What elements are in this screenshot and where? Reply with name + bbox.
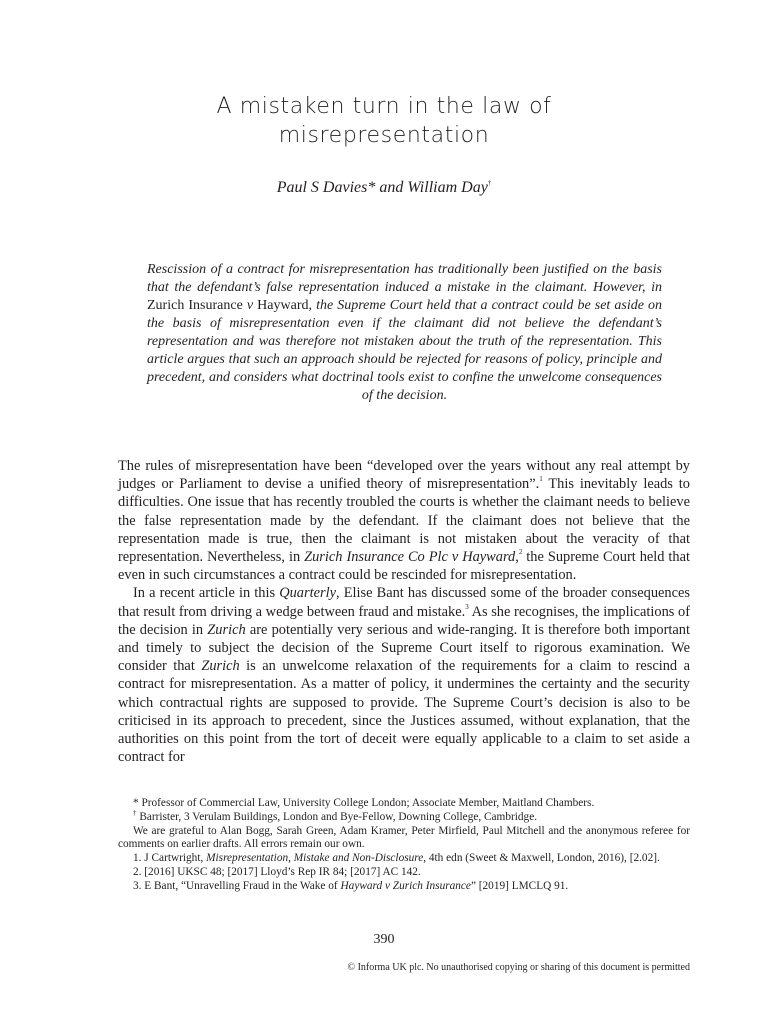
footnote-text: 3. E Bant, “Unravelling Fraud in the Wake of: [133, 879, 341, 892]
author-name: Paul S Davies: [276, 179, 368, 196]
case-name: Zurich: [201, 658, 240, 675]
text: , Elise Bant has discussed some of the broader consequences that result from driving a wedge between fraud and mistake.: [118, 585, 691, 620]
text: The rules of misrepresentation have been “developed over the years without any real attempt by judges or Parliament to devise a unified theory of misrepresentation”.: [118, 458, 690, 493]
author-line: [0, 178, 768, 198]
footnote-text: ” [2019] LMCLQ 91.: [470, 879, 569, 892]
footnote: [118, 880, 690, 894]
text: As she recognises, the implications of the decision in: [118, 603, 690, 638]
footnote: 2. [2016] UKSC 48; [2017] Lloyd’s Rep IR 84; [2017] AC 142.: [133, 865, 421, 878]
paragraph: [118, 457, 690, 584]
title-line: misrepresentation: [278, 123, 490, 148]
case-name: Hayward v Zurich Insurance: [340, 879, 471, 892]
text: This inevitably leads to difficulties. One issue that has recently troubled the courts is whether the claimant needs to believe the false representation made by the defendant. If the claimant does not believe that the representation made is true, then the claimant is not mistaken about the veracity of that representation. Nevertheless, in: [118, 476, 690, 566]
footnote-text: 1. J Cartwright,: [133, 852, 207, 865]
footnote: [118, 852, 690, 866]
abstract: [147, 261, 662, 405]
text: the Supreme Court held that even in such circumstances a contract could be rescinded for misrepresentation.: [118, 549, 691, 584]
footnote: [118, 808, 690, 825]
footnote: * Professor of Commercial Law, University College London; Associate Member, Maitland Chambers.: [133, 797, 595, 809]
text: ,: [515, 549, 519, 566]
case-name: Zurich Insurance Co Plc v Hayward: [304, 549, 516, 566]
footnote-ref[interactable]: 1: [539, 475, 543, 484]
author-name: William Day: [407, 179, 488, 196]
footnote-text: , 4th edn (Sweet & Maxwell, London, 2016), [2.02].: [423, 852, 660, 865]
abstract-text: , the Supreme Court held that a contract could be set aside on the basis of misrepresentation even if the claimant did not believe the defendant’s representation and was therefore not mistaken about the truth of the representation. This article argues that such an approach should be rejected for reasons of policy, principle and precedent, and considers what doctrinal tools exist to confine the unwelcome consequences of the decision.: [147, 298, 663, 403]
footnote-text: Barrister, 3 Verulam Buildings, London and Bye-Fellow, Downing College, Cambridge.: [136, 810, 538, 823]
author-joiner: and: [375, 179, 408, 196]
footnote-mark: †: [133, 808, 137, 817]
journal-name: Quarterly: [279, 585, 336, 602]
footnote: We are grateful to Alan Bogg, Sarah Green, Adam Kramer, Peter Mirfield, Paul Mitchell and the anonymous referee for comments on earlier drafts. All errors remain our own.: [118, 824, 690, 851]
abstract-text: Rescission of a contract for misrepresentation has traditionally been justified on the basis that the defendant’s false representation induced a mistake in the claimant. However, in: [147, 262, 662, 295]
page-number: 390: [373, 932, 395, 947]
case-name: Hayward: [253, 298, 309, 313]
text: are potentially very serious and wide-ranging. It is therefore both important and timely to subject the decision of the Supreme Court itself to rigorous examination. We consider that: [118, 621, 690, 675]
text: is an unwelcome relaxation of the requirements for a claim to rescind a contract for misrepresentation. As a matter of policy, it undermines the certainty and the security which contractual rights are supposed to provide. The Supreme Court’s decision is also to be criticised in its approach to precedent, since the Justices assumed, without explanation, that the authorities on this point from the tort of deceit were equally applicable to a claim to set aside a contract for: [118, 658, 691, 766]
book-title: Misrepresentation, Mistake and Non-Disclosure: [206, 852, 424, 865]
body-text: [118, 457, 690, 766]
case-name: Zurich: [147, 298, 185, 313]
author-note-mark: *: [367, 179, 376, 196]
footnotes: [118, 797, 690, 894]
case-name: Zurich: [207, 621, 246, 638]
author-note-mark: †: [487, 179, 492, 187]
case-name: v: [246, 298, 254, 313]
paragraph: [118, 584, 690, 766]
text: In a recent article in this: [133, 585, 280, 602]
case-name: Insurance: [184, 298, 247, 313]
article-title: [0, 92, 768, 150]
title-line: A mistaken turn in the law of: [216, 94, 552, 119]
footnote-ref[interactable]: 3: [465, 602, 469, 611]
copyright-notice: © Informa UK plc. No unauthorised copying or sharing of this document is permitted: [347, 962, 690, 973]
footnote-ref[interactable]: 2: [518, 548, 523, 557]
